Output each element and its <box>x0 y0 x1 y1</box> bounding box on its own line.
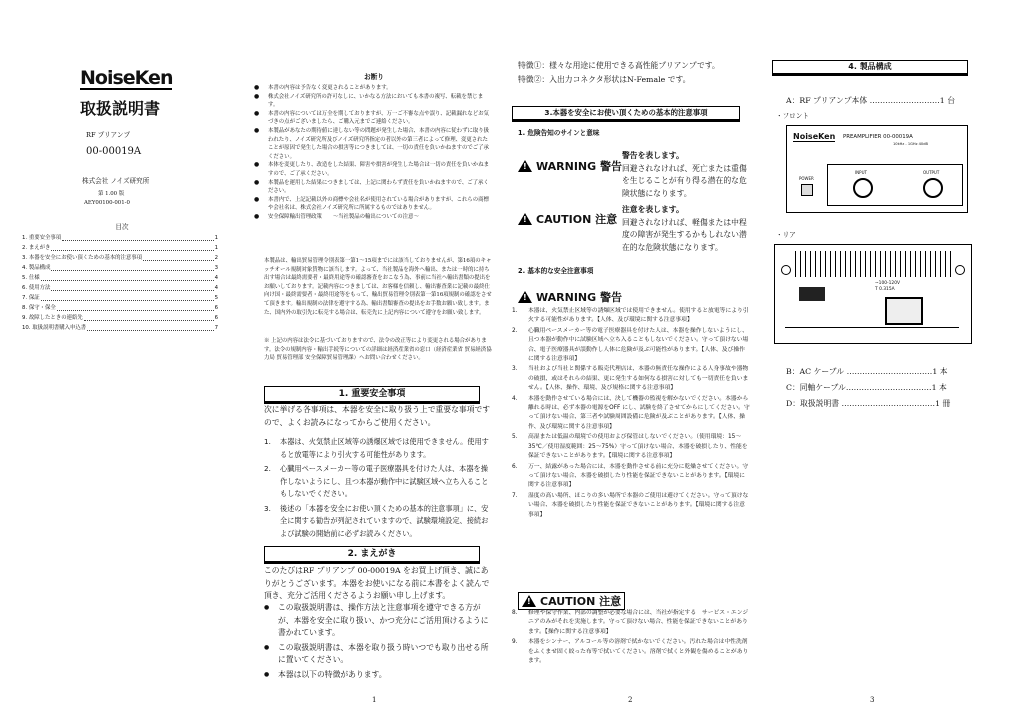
item-text: 当社および当社と関係する販売代理店は、本器の無責任な操作による人身事故や器物の破損、或はそれらの結果、更に発生する如何なる損害に対しても一切責任を負いません。【人体、操作、環境、及び規格に関する注意事項】 <box>528 366 749 392</box>
front-label: ・フロント <box>776 112 809 120</box>
rear-label: ・リア <box>776 231 796 239</box>
section-4-header: 4. 製品構成 <box>772 60 968 76</box>
section-1-intro: 次に挙げる各事項は、本器を安全に取り扱う上で重要な事項ですので、よくお読みになってからご使用ください。 <box>264 405 491 427</box>
toc-leader <box>57 310 214 311</box>
toc-title: 目次 <box>115 223 129 231</box>
item-text: 修理や保守作業、内部の調整が必要な場合には、当社が指定する サービス・エンジニアのみがそれを実施します。守って頂けない場合、性能を保証できないことがあります。【操作に関する注意事項】 <box>528 610 749 635</box>
warning-item <box>512 365 750 393</box>
feature-2: 特徴②：入出力コネクタ形状はN-Female です。 <box>518 75 691 84</box>
toc-leader <box>51 250 213 251</box>
subsection-3-1: 1. 危険告知のサインと意味 <box>518 129 600 137</box>
item-text: 高湿または低温の環境での使用および保管はしないでください。（使用環境：15～35℃／使用湿度範囲：25～75%）守って頂けない場合、本器を破損したり、性能を保証できないことがあります。【環境に関する注意事項】 <box>528 434 748 460</box>
section-2-intro: このたびはRF プリアンプ 00-00019A をお買上げ頂き、誠にありがとうございます。本器をお使いになる前に本書をよく読んで頂き、充分ご活用くださるようお願い申し上げます。 <box>264 566 490 600</box>
caution-meaning: 注意を表します。 回避されなければ、軽傷または中程度の障害が発生するかもしれない潜在的な危険状態になります。 <box>622 205 747 252</box>
page-number-3: 3 <box>870 696 875 704</box>
rear-bottom-rail <box>785 327 959 334</box>
toc-entry-label: 9. 故障したときの連絡先 <box>22 315 83 321</box>
ac-inlet <box>885 297 923 325</box>
toc-entry-label: 2. まえがき <box>22 245 51 251</box>
notice-item: ● 本書の内容は予告なく変更されることがあります。 <box>254 84 492 93</box>
item-number: 2. <box>264 464 271 473</box>
caution-triangle-icon <box>518 213 532 225</box>
edition: 第 1.00 版 <box>98 191 125 197</box>
toc-entry <box>22 243 218 253</box>
item-number: 7. <box>512 492 518 499</box>
item-number: 6. <box>512 463 518 470</box>
item-text: 本器は、火気禁止区域等の誘爆区域では使用できません。使用すると放電等により引火する可能性があります。 <box>280 437 489 459</box>
item-number: 1. <box>512 308 518 314</box>
toc-entry <box>22 303 218 313</box>
input-label: INPUT <box>855 170 867 175</box>
warning-item <box>512 327 750 365</box>
output-label: OUTPUT <box>923 170 940 175</box>
warning-item <box>512 307 750 326</box>
warning-item <box>512 395 750 433</box>
toc-leader <box>41 280 214 281</box>
warning-triangle-icon <box>518 291 532 303</box>
caution-item <box>512 638 750 666</box>
item-text: 本器をシンナー、アルコール等の溶剤で拭かないでください。汚れた場合は中性洗剤をふくませ固く絞った布等で拭いてください。溶剤で拭くと外観を傷めることがあります。 <box>528 639 749 665</box>
doc-code: AEY00100-001-0 <box>84 200 130 206</box>
warning-sign: ! WARNING 警告 <box>518 158 622 174</box>
page-number-2: 2 <box>628 696 633 704</box>
toc-entry <box>22 323 218 333</box>
toc-leader <box>41 300 214 301</box>
item-text: 本器を動作させている場合には、決して機器の監視を解かないでください。本器から離れる時は、必ず本器の電源をOFF にし、試験を終了させてからにしてください。守って頂けない場合、第三者や試験周囲設備に危険が及ぶことがあります。【人体、操作、及び環境に関する注意事項】 <box>528 395 750 430</box>
toc-entry-page: 4 <box>214 275 218 281</box>
feature-1: 特徴①：様々な用途に使用できる高性能プリアンプです。 <box>518 61 720 70</box>
notice-item: ● 本書の内容については万全を期しておりますが、万一ご不審な点や誤り、記載漏れなどお気づきの点がございましたら、ご購入元までご連絡ください。 <box>254 110 492 127</box>
warning-block-header: ! WARNING 警告 <box>518 289 622 305</box>
toc-leader <box>143 260 214 261</box>
company-name: 株式会社 ノイズ研究所 <box>82 177 150 185</box>
toc-entry <box>22 283 218 293</box>
toc-leader <box>84 320 214 321</box>
rear-voltage: ~100-120V <box>875 281 901 286</box>
notice-item: ● 安全保障輸出管理政策 ～当社製品の輸出についての注意～ <box>254 213 492 222</box>
item-number: 3. <box>512 366 518 373</box>
toc-entry-label: 6. 使用方法 <box>22 285 51 291</box>
item-text: 心臓用ペースメーカー等の電子医療器具を付けた人は、本器を操作しないようにし、且つ本器が動作中に試験区域へ立ち入ることもしないでください。 <box>280 464 489 498</box>
toc-entry-page: 1 <box>214 245 218 251</box>
notice-item: ● 株式会社ノイズ研究所の許可なしに、いかなる方法においても本書の複写、転載を禁じます。 <box>254 93 492 110</box>
warning-triangle-icon <box>518 160 532 172</box>
component-a: A：RF プリアンプ本体 ………………………1 台 <box>786 96 956 105</box>
toc-entry <box>22 263 218 273</box>
notice-item: ● 本体を変更したり、改造をした結果、障害や損害が発生した場合は一切の責任を負いかねますので、ご了承ください。 <box>254 161 492 178</box>
safety-item <box>264 503 494 541</box>
item-text: 心臓用ペースメーカー等の電子医療器具を付けた人は、本器を操作しないようにし、且つ本器が動作中に試験区域へ立ち入ることもしないでください。守って頂けない場合、電子医療器具が誤動作し人体に危険が及ぶ可能性があります。【人体、及び操作に関する注意事項】 <box>528 327 749 363</box>
toc-entry-page: 3 <box>214 265 218 271</box>
toc-entry-label: 4. 製品構成 <box>22 265 51 271</box>
rear-panel-image <box>774 244 972 344</box>
toc-entry <box>22 233 218 243</box>
power-switch <box>801 184 813 196</box>
caution-triangle-icon <box>522 595 536 607</box>
export-note: ※ 上記の内容は法令に基づいておりますので、法令の改正等により変更される場合があります。法令の規制内容・輸出手続等についての詳細は経済産業省の窓口（経済産業省 貿易経済協力局 貿易管理部 安全保障貿易管理課）へお問い合わせください。 <box>264 338 492 362</box>
toc-entry-page: 1 <box>214 235 218 241</box>
item-number: 4. <box>512 395 518 402</box>
table-of-contents <box>22 233 218 333</box>
item-number: 1. <box>264 437 271 446</box>
item-number: 2. <box>512 327 518 334</box>
component-c: C：同軸ケーブル……………………………1 本 <box>786 383 947 392</box>
toc-entry-label: 7. 保証 <box>22 295 40 301</box>
item-text: 湿度の高い場所、ほこりの多い場所で本器のご使用は避けてください。守って頂けない場合、本器を破損したり性能を保証できないことがあります。【環境に関する注意事項】 <box>528 492 749 518</box>
toc-entry <box>22 253 218 263</box>
toc-entry <box>22 313 218 323</box>
warning-item <box>512 433 750 461</box>
caution-sign: ! CAUTION 注意 <box>518 211 617 227</box>
toc-entry-page: 7 <box>214 325 218 331</box>
notice-item: ● 本書内で、上記記載以外の商標や会社名が使用されている場合がありますが、これらの商標や会社名は、株式会社ノイズ研究所に所属するものではありません。 <box>254 196 492 213</box>
product-type: RF プリアンプ <box>86 131 131 139</box>
rear-fuse: T 0.315A <box>875 287 895 292</box>
toc-leader <box>87 330 213 331</box>
warning-meaning: 警告を表します。 回避されなければ、死亡または重傷を生じることが有り得る潜在的な危険状態になります。 <box>622 151 747 198</box>
heatsink-fins <box>795 251 951 277</box>
safety-item <box>264 463 494 501</box>
toc-entry <box>22 273 218 283</box>
caution-block-header: ! CAUTION 注意 <box>518 592 625 610</box>
section-1-list <box>264 436 494 542</box>
caution-item <box>512 609 750 637</box>
subsection-3-2: 2. 基本的な安全注意事項 <box>518 267 594 275</box>
doc-title: 取扱説明書 <box>80 99 161 118</box>
item-text: 本器は、火気禁止区域等の誘爆区域では使用できません。使用すると放電等により引火する可能性があります。【人体、及び環境に関する注意事項】 <box>528 308 749 324</box>
item-number: 8. <box>512 610 518 616</box>
toc-leader <box>51 290 213 291</box>
item-text: 後述の「本器を安全にお使い頂くための基本的注意事項」に、安全に関する勧告が列記されていますので、試験環境設定、接続および試験の開始前に必ずお読みください。 <box>280 503 489 538</box>
notice-title: お断り <box>364 73 384 81</box>
toc-entry-label: 5. 仕様 <box>22 275 40 281</box>
model-number: 00-00019A <box>86 146 142 157</box>
toc-entry-page: 5 <box>214 295 218 301</box>
page-number-1: 1 <box>372 696 377 704</box>
foreword-bullet: ● 本器は以下の特徴があります。 <box>264 669 494 682</box>
section-2-bullets <box>264 602 494 683</box>
toc-entry-page: 6 <box>214 305 218 311</box>
toc-entry-label: 1. 重要安全事項 <box>22 235 62 241</box>
item-number: 9. <box>512 639 518 646</box>
toc-leader <box>51 270 213 271</box>
notice-list <box>254 84 492 222</box>
device-spec: 10kHz - 1GHz 40dB <box>893 142 928 146</box>
component-b: B：AC ケーブル ……………………………1 本 <box>786 367 948 376</box>
toc-entry-page: 6 <box>214 315 218 321</box>
toc-entry <box>22 293 218 303</box>
front-divider <box>827 164 963 206</box>
export-text: 本製品は、輸出貿易管理令別表第一第1～15項までには該当しておりませんが、第16項のキャッチオール規制対象貨物に該当します。よって、当社製品を海外へ輸出、または一時的に持ち出す場合は最終需要者・最終用途等の確認審査をおこなう為、事前に当社へ輸出書類の提出をお願いしております。記載内容につきましては、お客様を信頼し、輸出審査業に記載の最終仕向け国・最終需要者・最終用途等をもって、輸出貿易管理令別表第一第16項規制の確認をさせて頂きます。輸出規制の法律を遵守する為、輸出書類審査の提出をお手数お願い致します。また、国内外の取引先に転売する場合は、転売先に上記内容について遵守をお願い致します。 <box>264 258 492 316</box>
power-label: POWER <box>799 176 814 181</box>
warning-item <box>512 492 750 520</box>
left-screw <box>781 265 791 275</box>
component-d: D：取扱説明書 ………………………………1 冊 <box>786 399 951 408</box>
section-1-header: 1. 重要安全事項 <box>264 386 480 404</box>
toc-entry-label: 10. 取扱説明書購入申込書 <box>22 325 87 331</box>
toc-entry-page: 2 <box>214 255 218 261</box>
item-text: 万一、結露があった場合には、本器を動作させる前に充分に乾燥させてください。守って頂けない場合、本器を破損したり性能を保証できないことがあります。【環境に関する注意事項】 <box>528 463 749 489</box>
caution-items <box>512 609 750 667</box>
safety-item <box>264 436 494 461</box>
item-number: 3. <box>264 503 271 513</box>
noiseken-logo: NoiseKen <box>80 67 173 89</box>
notice-item: ● 本製品があなたの期待値に達しない等の問題が発生した場合、本書の内容に従わずに取り扱われたり、ノイズ研究所及びノイズ研究所指定の者以外の第三者によって修理、変更されたことが原因で発生した場合の損害等につきましては、一切の責任を負いかねますのでご了承ください。 <box>254 127 492 161</box>
toc-entry-label: 8. 保守・保全 <box>22 305 56 311</box>
warning-item <box>512 463 750 491</box>
foreword-bullet: ● この取扱説明書は、操作方法と注意事項を遵守できる方がが、本器を安全に取り扱い、かつ充分にご活用頂けるように書かれています。 <box>264 602 494 640</box>
toc-leader <box>62 240 213 241</box>
section-3-header: 3.本器を安全にお使い頂くための基本的注意事項 <box>512 106 740 122</box>
section-2-header: 2. まえがき <box>264 546 480 564</box>
toc-entry-page: 4 <box>214 285 218 291</box>
right-screw <box>955 265 965 275</box>
device-name: PREAMPLIFIER 00-00019A <box>843 134 913 140</box>
item-number: 5. <box>512 434 518 441</box>
foreword-bullet: ● この取扱説明書は、本器を取り扱う時いつでも取り出せる所に置いてください。 <box>264 642 494 667</box>
certificate-label <box>799 287 825 301</box>
notice-item: ● 本製品を運用した結果につきましては、上記に関わらず責任を負いかねますので、ご了承ください。 <box>254 179 492 196</box>
device-logo: NoiseKen <box>793 132 836 141</box>
toc-entry-label: 3. 本器を安全にお使い頂くための基本的注意事項 <box>22 255 143 261</box>
warning-items <box>512 307 750 521</box>
front-panel-image <box>786 125 968 213</box>
